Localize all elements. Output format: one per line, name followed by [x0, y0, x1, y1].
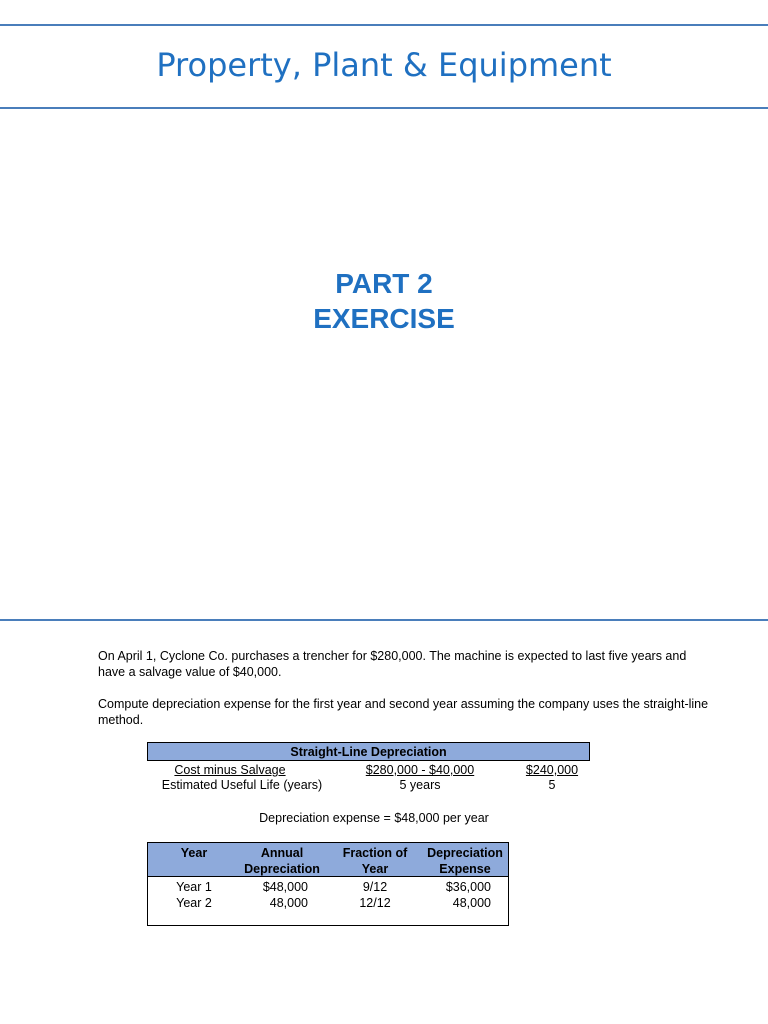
cost-minus-salvage-formula: $280,000 - $40,000	[365, 763, 475, 777]
row1-year: Year 1	[176, 880, 212, 894]
part-label: PART 2	[335, 268, 433, 299]
row2-year: Year 2	[176, 896, 212, 910]
depreciation-schedule-table	[147, 842, 509, 926]
row2-annual: 48,000	[269, 896, 308, 910]
depreciation-expense-line: Depreciation expense = $48,000 per year	[259, 811, 489, 825]
useful-life-formula: 5 years	[399, 778, 441, 792]
row2-expense: 48,000	[452, 896, 491, 910]
header-fraction-of: Fraction of	[342, 846, 408, 860]
row1-expense: $36,000	[445, 880, 491, 894]
cost-minus-salvage-value: $240,000	[525, 763, 579, 777]
exercise-label: EXERCISE	[313, 303, 455, 334]
top-rule	[0, 24, 768, 26]
useful-life-label: Estimated Useful Life (years)	[161, 778, 323, 792]
problem-instruction: Compute depreciation expense for the first year and second year assuming the company uses the straight-line method.	[98, 697, 709, 727]
header-year-2: Year	[361, 862, 389, 876]
row2-fraction: 12/12	[359, 896, 391, 910]
header-year: Year	[180, 846, 208, 860]
title-underline-rule	[0, 107, 768, 109]
header-annual: Annual	[260, 846, 304, 860]
useful-life-value: 5	[548, 778, 556, 792]
straight-line-header: Straight-Line Depreciation	[147, 742, 590, 761]
row1-annual: $48,000	[262, 880, 308, 894]
cost-minus-salvage-label: Cost minus Salvage	[174, 763, 286, 777]
problem-statement: On April 1, Cyclone Co. purchases a trencher for $280,000. The machine is expected to last five years and have a salvage value of $40,000.	[98, 649, 687, 679]
slide-divider-rule	[0, 619, 768, 621]
header-depreciation: Depreciation	[244, 862, 320, 876]
header-expense: Expense	[439, 862, 491, 876]
header-depreciation-2: Depreciation	[427, 846, 503, 860]
slide-title: Property, Plant & Equipment	[156, 46, 612, 84]
section-heading	[0, 266, 768, 336]
row1-fraction: 9/12	[362, 880, 388, 894]
